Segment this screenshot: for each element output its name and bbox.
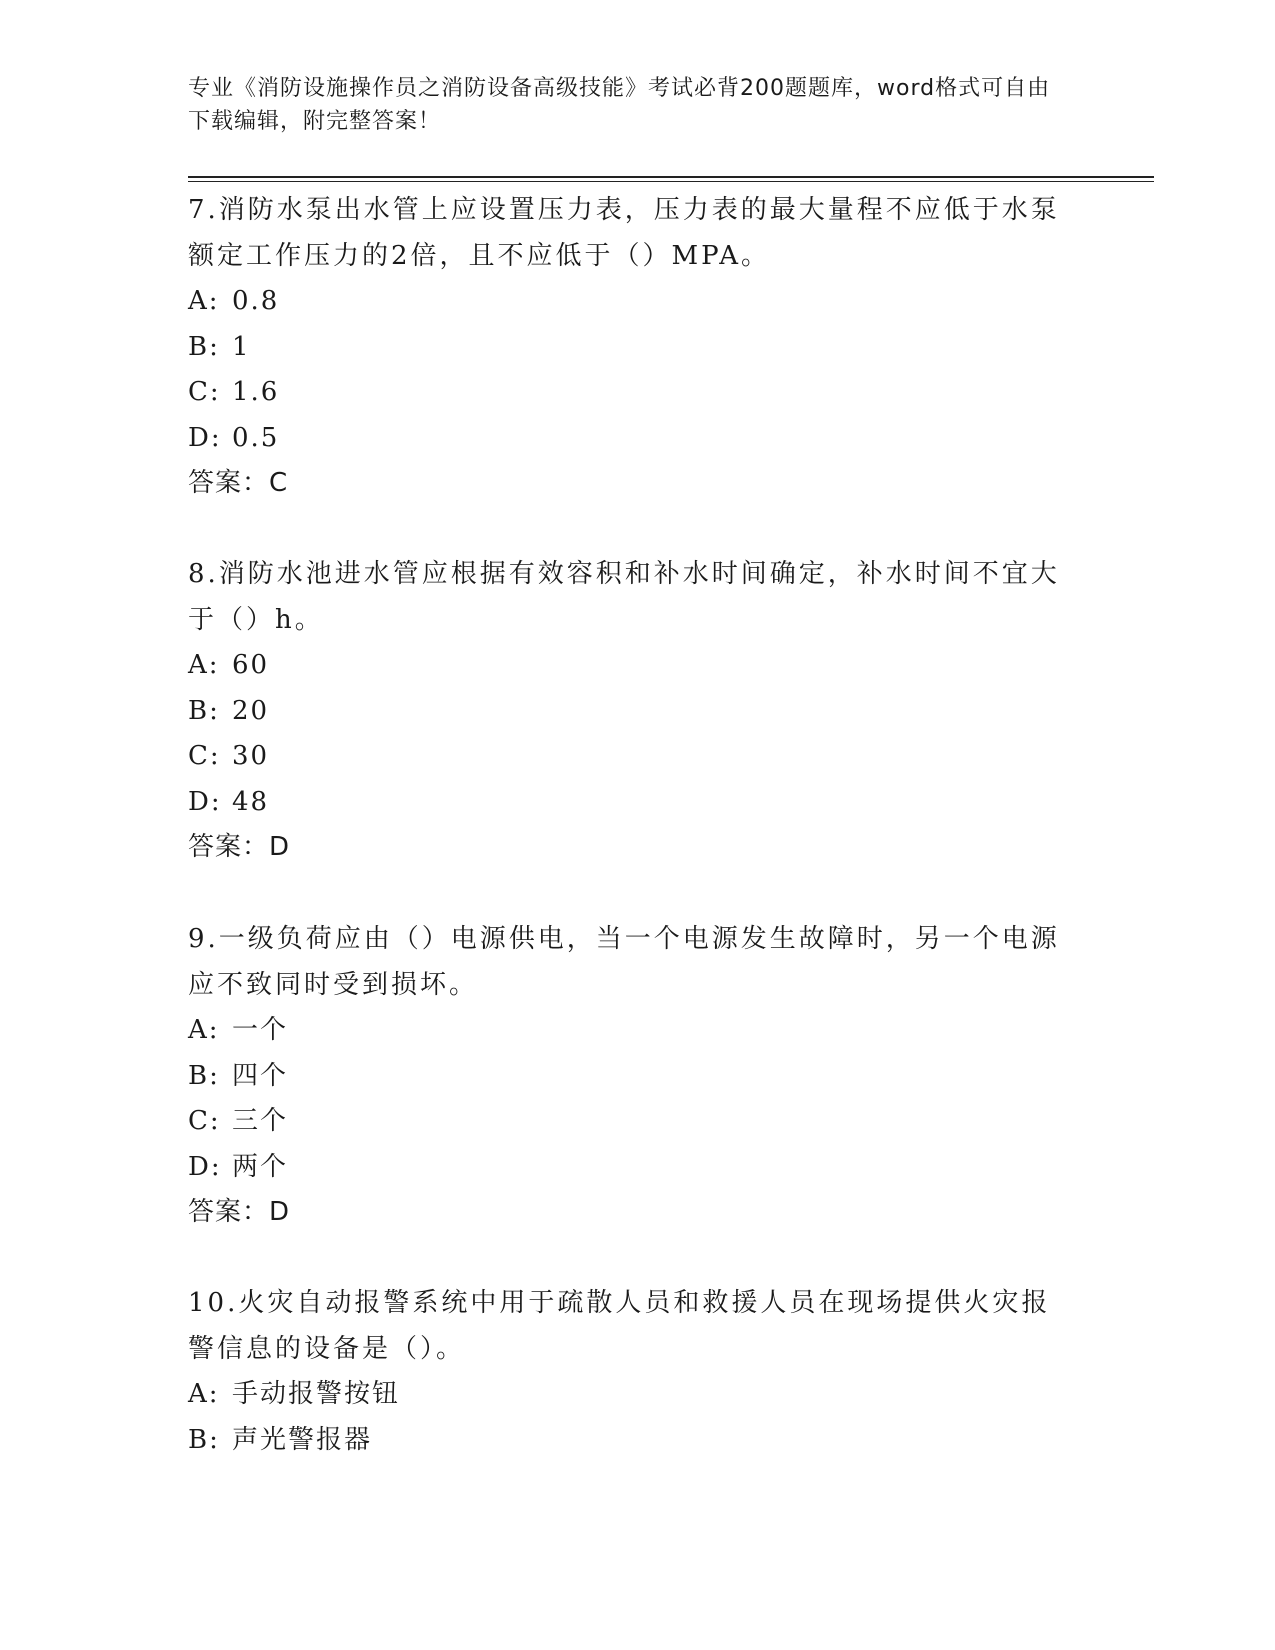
option-text: 一个 [232, 1015, 289, 1045]
option-text: 0.8 [232, 286, 280, 316]
option-text: 0.5 [232, 422, 280, 453]
option-key: B: [188, 1424, 220, 1455]
option-key: B: [188, 1060, 220, 1091]
option-d [188, 416, 1088, 462]
option-key: D: [188, 786, 222, 817]
option-key: A: [188, 1379, 220, 1409]
option-key: A: [188, 1015, 220, 1045]
option-text: 30 [232, 741, 270, 771]
option-key: D: [188, 422, 222, 453]
option-c [188, 370, 1088, 416]
answer-line: 答案：C [188, 468, 289, 498]
answer-line: 答案：D [188, 832, 291, 862]
option-key: C: [188, 1106, 221, 1136]
question-7 [188, 187, 1088, 506]
option-d [188, 1145, 1088, 1191]
option-b [188, 1418, 1088, 1464]
header-note: 专业《消防设施操作员之消防设备高级技能》考试必背200题题库，word格式可自由下载编辑，附完整答案！ [188, 76, 1051, 134]
option-text: 手动报警按钮 [232, 1379, 401, 1409]
option-key: C: [188, 741, 221, 771]
option-b [188, 325, 1088, 371]
option-a [188, 643, 1088, 689]
question-stem: 7.消防水泵出水管上应设置压力表，压力表的最大量程不应低于水泵额定工作压力的2倍，且不应低于（）MPA。 [188, 195, 1060, 271]
question-stem: 8.消防水池进水管应根据有效容积和补水时间确定，补水时间不宜大于（）h。 [188, 559, 1060, 635]
answer-line: 答案：D [188, 1197, 291, 1227]
option-text: 三个 [232, 1106, 289, 1136]
option-d [188, 780, 1088, 826]
option-text: 两个 [232, 1151, 289, 1182]
option-key: B: [188, 695, 220, 726]
question-stem: 9.一级负荷应由（）电源供电，当一个电源发生故障时，另一个电源应不致同时受到损坏。 [188, 924, 1060, 1000]
option-text: 20 [232, 695, 270, 726]
option-key: B: [188, 331, 220, 362]
option-text: 48 [232, 786, 270, 817]
option-a [188, 279, 1088, 325]
option-text: 60 [232, 650, 270, 680]
option-key: C: [188, 377, 221, 407]
option-text: 声光警报器 [232, 1424, 373, 1455]
option-key: D: [188, 1151, 222, 1182]
option-key: A: [188, 650, 220, 680]
option-text: 1 [232, 331, 251, 362]
option-text: 1.6 [232, 377, 280, 407]
header-divider-thick [188, 176, 1154, 178]
question-10 [188, 1280, 1088, 1463]
option-c [188, 1099, 1088, 1145]
option-text: 四个 [232, 1060, 289, 1091]
question-8 [188, 551, 1088, 870]
header-divider-thin [188, 181, 1154, 182]
question-9 [188, 916, 1088, 1235]
question-stem: 10.火灾自动报警系统中用于疏散人员和救援人员在现场提供火灾报警信息的设备是（）。 [188, 1288, 1051, 1364]
option-a [188, 1008, 1088, 1054]
option-a [188, 1372, 1088, 1418]
option-key: A: [188, 286, 220, 316]
option-c [188, 734, 1088, 780]
option-b [188, 689, 1088, 735]
option-b [188, 1054, 1088, 1100]
